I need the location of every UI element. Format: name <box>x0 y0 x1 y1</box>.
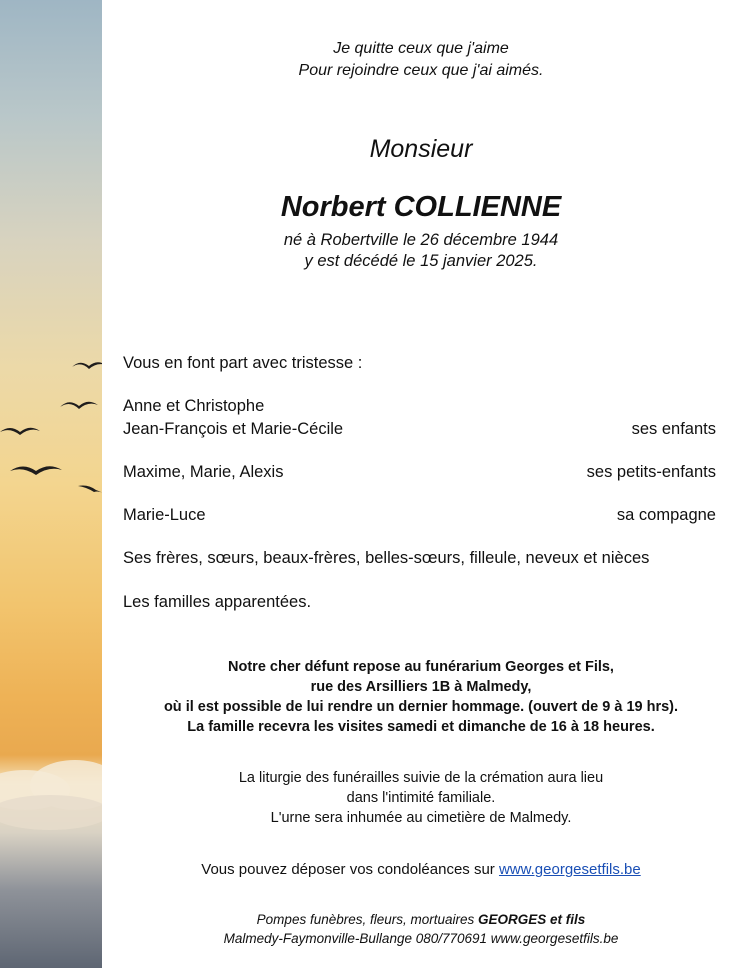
bird-icon <box>0 422 40 440</box>
footer-services: Pompes funèbres, fleurs, mortuaires <box>256 912 479 927</box>
sky-sunset-image <box>0 0 102 968</box>
condolences-line <box>102 861 740 878</box>
honorific: Monsieur <box>369 135 473 163</box>
visitation-line: rue des Arsilliers 1B à Malmedy, <box>310 679 532 695</box>
bird-icon <box>72 358 102 374</box>
condolences-text: Vous pouvez déposer vos condoléances sur <box>201 861 499 878</box>
relatives-line: Les familles apparentées. <box>123 593 312 611</box>
grandchildren-line <box>123 463 716 482</box>
bird-icon <box>78 482 102 496</box>
footer-line-1 <box>102 910 740 929</box>
visitation-line: où il est possible de lui rendre un dernier hommage. (ouvert de 9 à 19 hrs). <box>163 699 679 715</box>
siblings-line: Ses frères, sœurs, beaux-frères, belles-sœurs, filleule, neveux et nièces <box>123 549 650 567</box>
grandchildren-names: Maxime, Marie, Alexis <box>123 463 284 481</box>
children-line-2 <box>123 420 716 439</box>
epitaph-line: Je quitte ceux que j'aime <box>333 40 509 57</box>
partner-role: sa compagne <box>616 506 716 524</box>
children-role: ses enfants <box>631 420 716 438</box>
funeral-line: La liturgie des funérailles suivie de la crémation aura lieu <box>238 770 604 786</box>
epitaph-line: Pour rejoindre ceux que j'ai aimés. <box>298 62 544 79</box>
intro-line: Vous en font part avec tristesse : <box>123 354 363 372</box>
funeral-home-footer <box>102 910 740 948</box>
dates-block <box>102 230 740 272</box>
bird-icon <box>10 460 62 480</box>
children-names: Jean-François et Marie-Cécile <box>123 420 344 438</box>
partner-line <box>123 506 716 525</box>
visitation-line: La famille recevra les visites samedi et dimanche de 16 à 18 heures. <box>187 719 655 735</box>
visitation-block <box>102 657 740 737</box>
visitation-line: Notre cher défunt repose au funérarium Georges et Fils, <box>228 659 614 675</box>
deceased-name: Norbert COLLIENNE <box>280 191 562 223</box>
epitaph <box>102 38 740 82</box>
partner-name: Marie-Luce <box>123 506 206 524</box>
funeral-block <box>102 768 740 828</box>
condolences-link[interactable]: www.georgesetfils.be <box>498 861 641 878</box>
children-line-1: Anne et Christophe <box>123 397 265 415</box>
bird-icon <box>60 397 98 413</box>
grandchildren-role: ses petits-enfants <box>586 463 716 481</box>
footer-brand: GEORGES et fils <box>478 912 586 927</box>
footer-line-2: Malmedy-Faymonville-Bullange 080/770691 www.georgesetfils.be <box>223 931 619 946</box>
birth-line: né à Robertville le 26 décembre 1944 <box>283 231 559 249</box>
funeral-line: dans l'intimité familiale. <box>346 790 496 806</box>
death-line: y est décédé le 15 janvier 2025. <box>304 252 538 270</box>
funeral-line: L'urne sera inhumée au cimetière de Malmedy. <box>270 810 572 826</box>
